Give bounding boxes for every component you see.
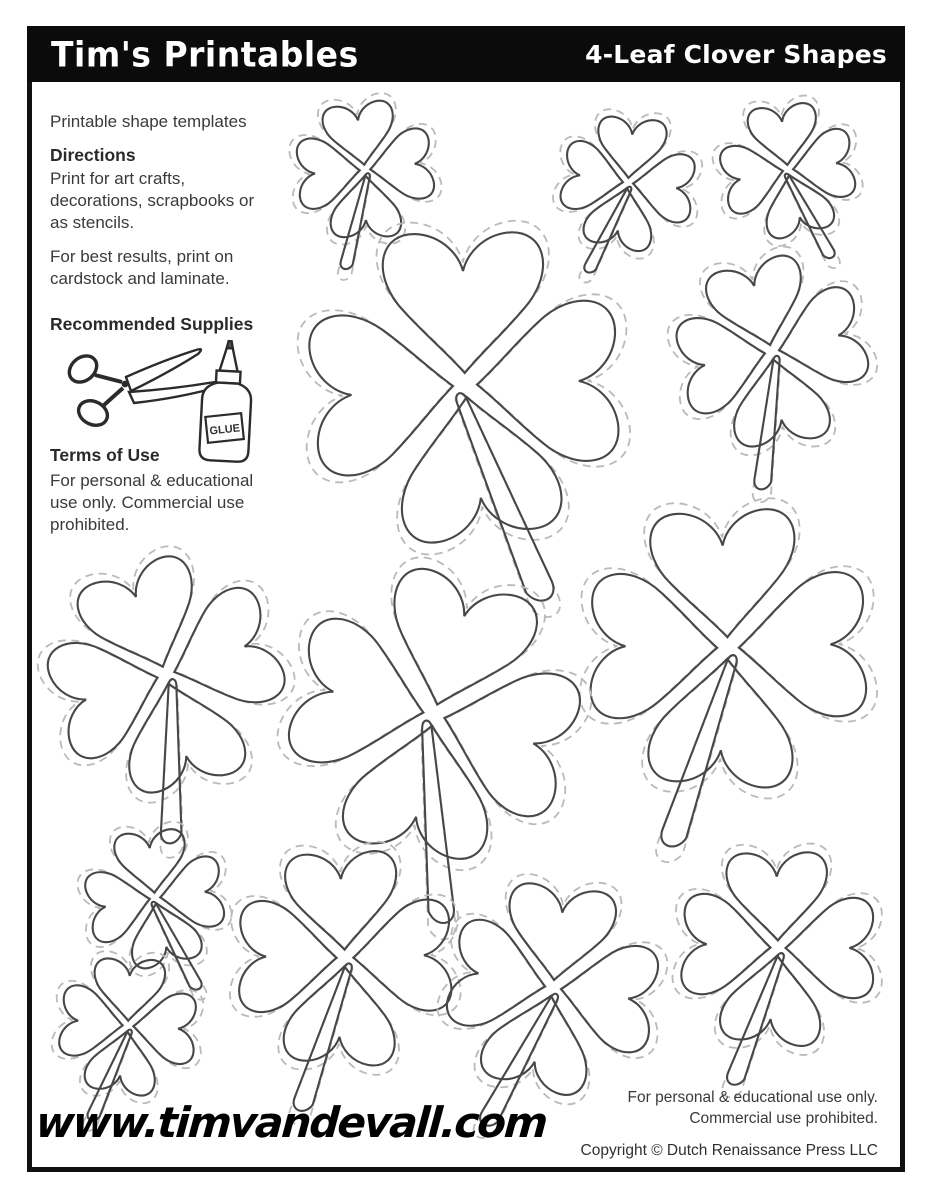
- clover-cut-line: [542, 100, 711, 297]
- clover-cut-line: [12, 519, 338, 880]
- copyright-line: Copyright © Dutch Renaissance Press LLC: [580, 1142, 878, 1159]
- brand-logo: Tim's Printables: [51, 33, 359, 75]
- glue-nozzle-tip: [227, 341, 233, 348]
- clover-outline: [663, 241, 891, 500]
- clover-outline: [24, 531, 324, 863]
- terms-line: prohibited.: [50, 515, 130, 534]
- glue-nozzle: [220, 348, 239, 372]
- directions-body: [50, 168, 300, 234]
- terms-body: [50, 470, 300, 536]
- terms-line: use only. Commercial use: [50, 493, 245, 512]
- clover-cut-line: [69, 811, 246, 1016]
- supplies-heading: Recommended Supplies: [50, 314, 254, 334]
- clover-cut-line: [284, 88, 450, 284]
- intro-text: Printable shape templates: [50, 112, 247, 131]
- header-bar: [27, 26, 905, 82]
- directions-heading: Directions: [50, 145, 136, 165]
- clover-outline: [677, 847, 878, 1089]
- clover-cut-line: [704, 85, 879, 286]
- best-results-note: [50, 246, 300, 290]
- clover-outline: [239, 850, 452, 1111]
- clover-cut-line: [668, 838, 887, 1103]
- terms-heading: Terms of Use: [50, 445, 160, 465]
- directions-line: Print for art crafts,: [50, 169, 186, 188]
- clover-outline: [301, 219, 634, 616]
- clover-cut-line: [579, 497, 878, 862]
- clover-cut-line: [652, 231, 901, 514]
- glue-label: GLUE: [208, 422, 241, 438]
- clover-outline: [292, 96, 441, 273]
- page-title: 4-Leaf Clover Shapes: [585, 39, 887, 69]
- clover-outline: [550, 108, 702, 285]
- best-results-line: For best results, print on: [50, 247, 234, 266]
- clover-outline: [251, 544, 604, 943]
- usage-line: Commercial use prohibited.: [689, 1110, 878, 1127]
- usage-line: For personal & educational use only.: [627, 1089, 878, 1106]
- terms-line: For personal & educational: [50, 471, 254, 490]
- clover-outline: [590, 508, 867, 847]
- footer-usage-block: [581, 1087, 878, 1161]
- best-results-line: cardstock and laminate.: [50, 269, 230, 288]
- directions-line: as stencils.: [50, 213, 135, 232]
- directions-line: decorations, scrapbooks or: [50, 191, 255, 210]
- clover-outline: [78, 820, 238, 1005]
- clover-outline: [712, 93, 869, 274]
- website-url: www.timvandevall.com: [34, 1098, 548, 1147]
